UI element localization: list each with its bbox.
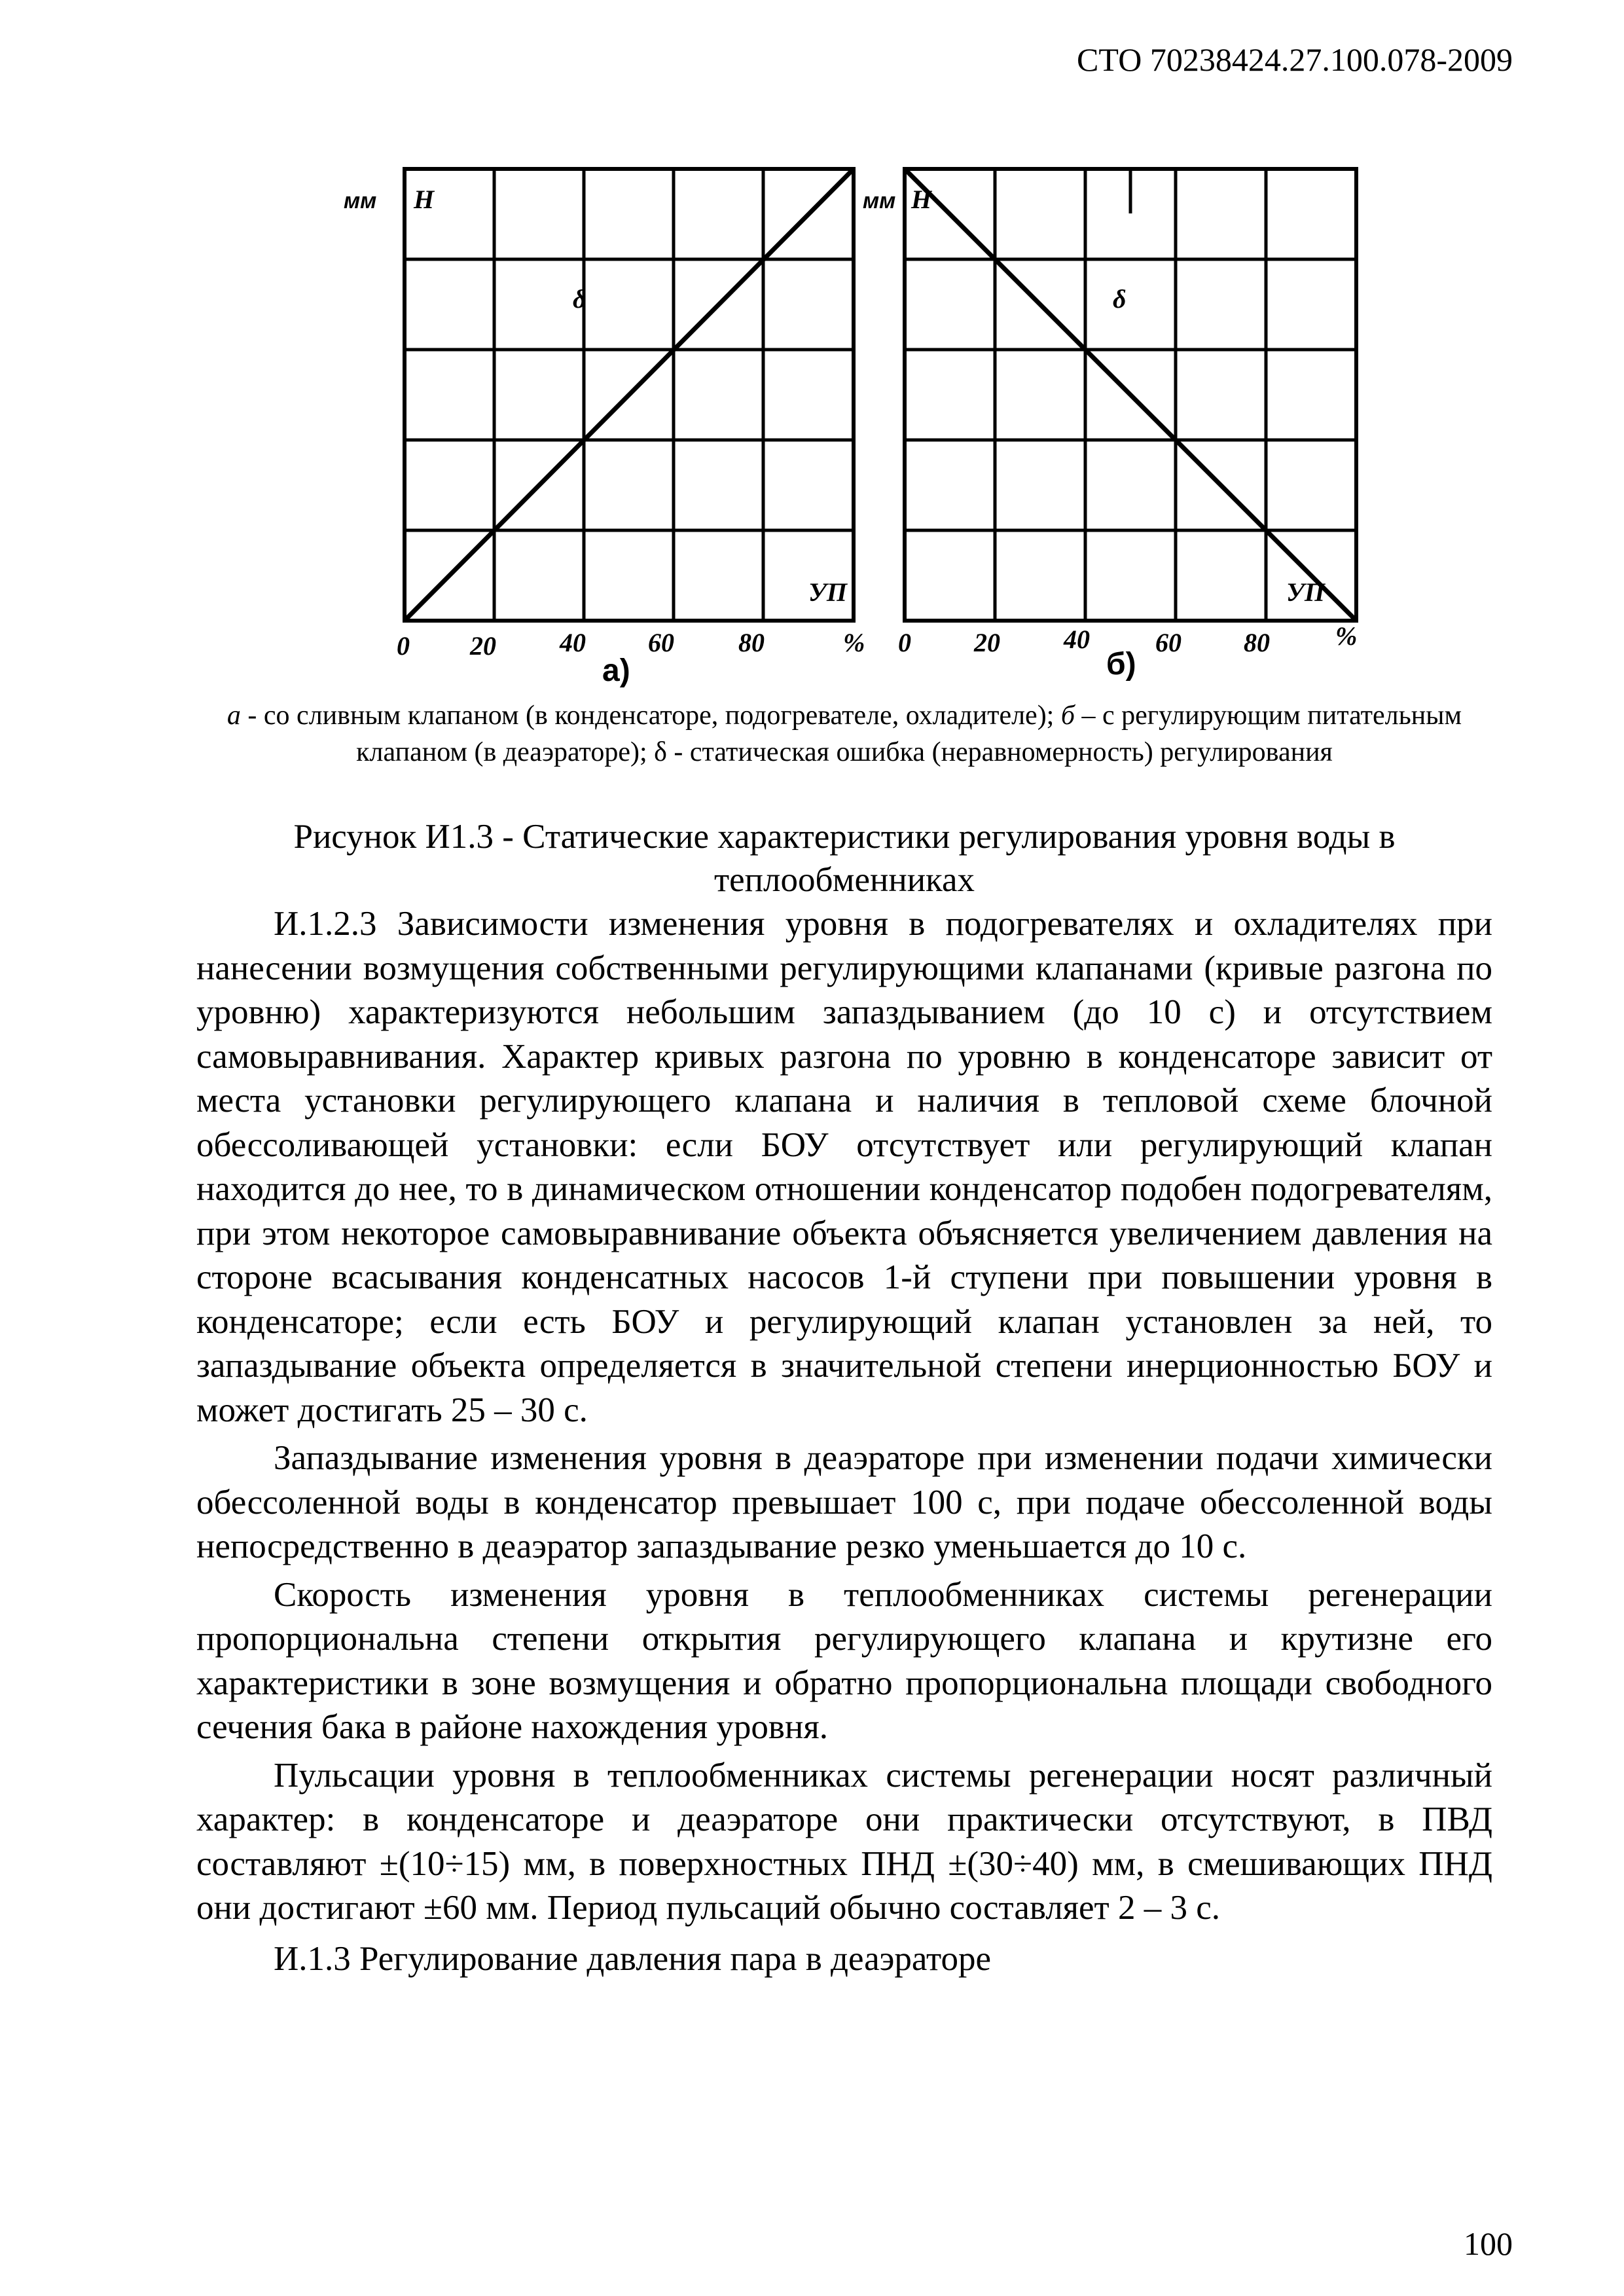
figure-title: Рисунок И1.3 - Статические характеристики регулирования уровня воды в теплообменниках bbox=[293, 818, 1396, 899]
chart-b-x-var: УП bbox=[1286, 577, 1325, 607]
chart-a-x-ticks bbox=[397, 628, 865, 661]
chart-b-tick: 40 bbox=[1064, 625, 1090, 654]
body-text bbox=[196, 902, 1492, 1981]
paragraph: Пульсации уровня в теплообменниках системы регенерации носят различный характер: в конденсаторе и деаэраторе они практически отсутствуют, в ПВД составляют ±(10÷15) мм, в поверхностных ПНД ±(30÷40) мм, в смешивающих ПНД они достигают ±60 мм. Период пульсаций обычно составляет 2 – 3 с. bbox=[196, 1756, 1492, 1927]
chart-b-tick: 0 bbox=[898, 628, 911, 657]
chart-a-label: а) bbox=[602, 653, 630, 688]
legend-a-text: - со сливным клапаном (в конденсаторе, подогревателе, охладителе); bbox=[240, 701, 1061, 731]
chart-a-y-unit: мм bbox=[344, 189, 377, 213]
chart-a-y-var: Н bbox=[414, 185, 435, 214]
chart-b-tick: 60 bbox=[1155, 628, 1182, 657]
paragraph: Скорость изменения уровня в теплообменниках системы регенерации пропорциональна степени открытия регулирующего клапана и крутизне его характеристики в зоне возмущения и обратно пропорциональна площади свободного сечения бака в районе нахождения уровня. bbox=[196, 1575, 1492, 1746]
figures bbox=[0, 0, 1624, 733]
chart-b-tick: % bbox=[1335, 621, 1358, 651]
document-code: СТО 70238424.27.100.078-2009 bbox=[1077, 41, 1513, 78]
figure-legend bbox=[196, 697, 1492, 771]
chart-a-tick: 0 bbox=[397, 631, 410, 661]
chart-b-y-unit: мм bbox=[863, 189, 896, 213]
paragraph: И.1.2.3 Зависимости изменения уровня в подогревателях и охладителях при нанесении возмущения собственными регулирующими клапанами (кривые разгона по уровню) характеризуются небольшим запаздыванием (до 10 с) и отсутствием самовыравнивания. Характер кривых разгона по уровню в конденсаторе зависит от места установки регулирующего клапана и наличия в тепловой схеме блочной обессоливающей установки: если БОУ отсутствует или регулирующий клапан находится до нее, то в динамическом отношении конденсатор подобен подогревателям, при этом некоторое самовыравнивание объекта объясняется увеличением давления на стороне всасывания конденсатных насосов 1-й ступени при повышении уровня в конденсаторе; если есть БОУ и регулирующий клапан установлен за ней, то запаздывание объекта определяется в значительной степени инерционностью БОУ и может достигать 25 – 30 с. bbox=[196, 905, 1492, 1429]
paragraph: Запаздывание изменения уровня в деаэраторе при изменении подачи химически обессоленной воды в конденсатор превышает 100 с, при подаче обессоленной воды непосредственно в деаэратор запаздывание резко уменьшается до 10 с. bbox=[196, 1439, 1492, 1565]
chart-a-tick: 20 bbox=[470, 631, 496, 661]
legend-b-text: – с регулирующим питательным клапаном (в деаэраторе); δ - статическая ошибка (неравномерность) регулирования bbox=[356, 701, 1462, 767]
chart-a-tick: 60 bbox=[648, 628, 674, 657]
chart-a-x-var: УП bbox=[808, 577, 847, 607]
chart-a-tick: 80 bbox=[738, 628, 765, 657]
chart-b-characteristic-line bbox=[905, 169, 1356, 621]
chart-a-delta-label: δ bbox=[573, 284, 586, 314]
legend-a-marker: а bbox=[226, 701, 241, 731]
chart-a-characteristic-line bbox=[405, 169, 854, 621]
legend-b-marker: б bbox=[1060, 701, 1075, 731]
chart-a bbox=[344, 169, 865, 688]
chart-b-tick: 80 bbox=[1244, 628, 1270, 657]
chart-a-tick: 40 bbox=[560, 628, 586, 657]
section-heading: И.1.3 Регулирование давления пара в деаэраторе bbox=[274, 1939, 992, 1978]
page-number: 100 bbox=[1464, 2225, 1513, 2262]
chart-b-tick: 20 bbox=[974, 628, 1000, 657]
chart-b-y-var: Н bbox=[911, 185, 932, 214]
chart-a-tick: % bbox=[843, 628, 865, 657]
chart-b bbox=[863, 169, 1357, 682]
static-characteristics-figure bbox=[0, 0, 1624, 733]
chart-b-delta-label: δ bbox=[1113, 284, 1127, 314]
chart-b-label: б) bbox=[1106, 647, 1136, 682]
